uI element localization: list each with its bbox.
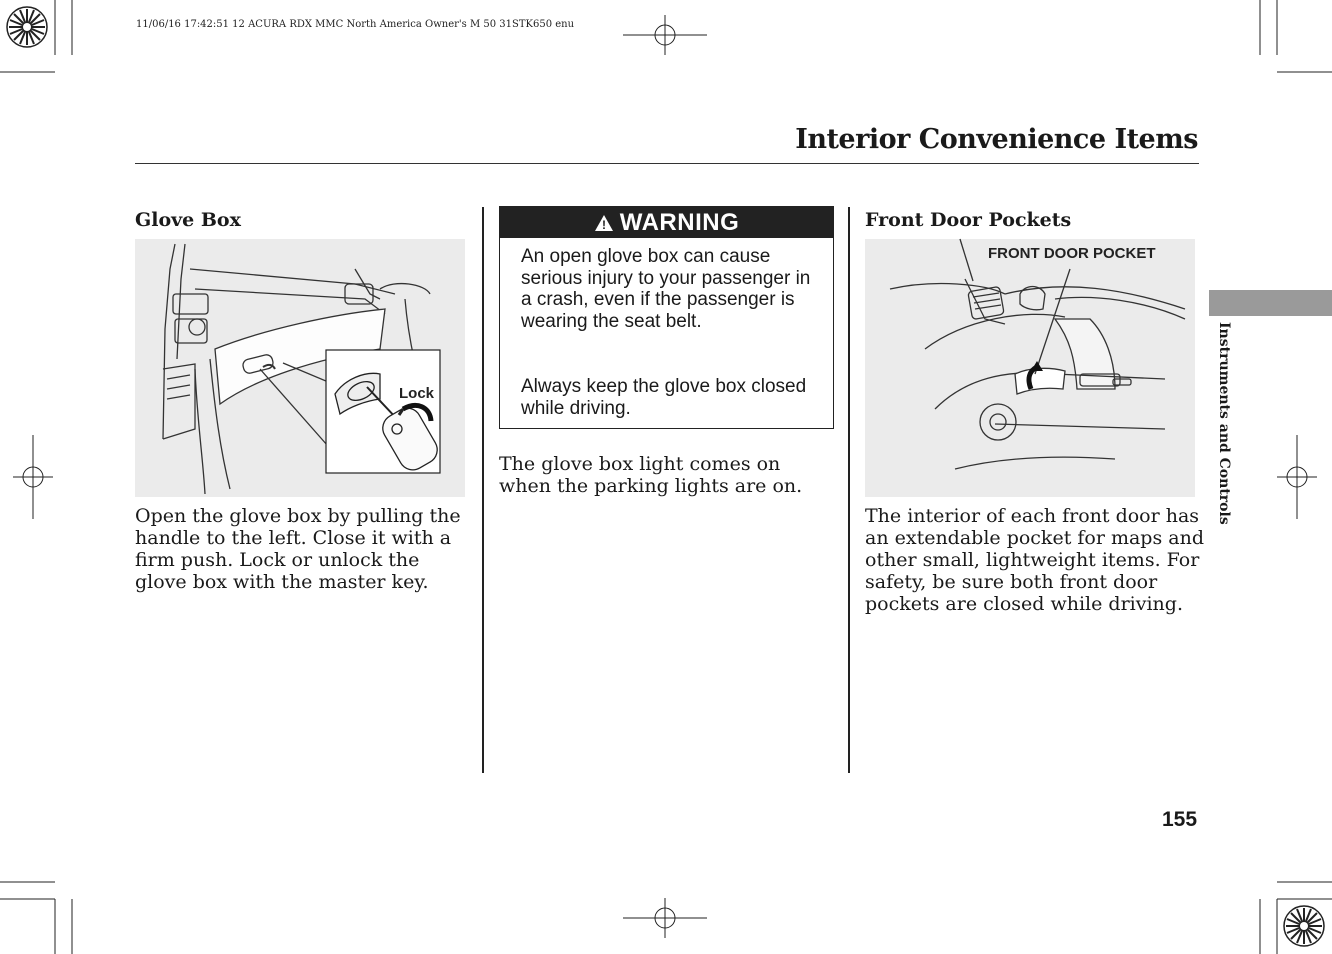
glove-box-heading: Glove Box [135,209,241,231]
warning-box [499,206,834,429]
front-door-illustration [865,239,1195,497]
warning-header [500,207,833,238]
front-door-heading: Front Door Pockets [865,209,1072,231]
front-door-pocket-label: FRONT DOOR POCKET [988,245,1156,262]
glove-box-figure [135,239,465,497]
front-door-figure [865,239,1195,497]
warning-triangle-icon [594,214,614,232]
svg-text:!: ! [601,217,606,232]
section-tab-label [1208,322,1236,532]
page-title: Interior Convenience Items [795,124,1198,155]
section-tab-text: Instruments and Controls [1216,322,1232,525]
section-tab [1209,290,1332,316]
column-divider-right [848,207,850,773]
title-divider [135,163,1199,164]
lock-label: Lock [399,385,435,402]
warning-title: WARNING [619,208,740,236]
glove-box-text: Open the glove box by pulling the handle to the left. Close it with a firm push. Lock or unlock the glove box with the master key. [135,505,461,593]
glove-box-illustration [135,239,465,497]
warning-paragraph-1: An open glove box can cause serious injury to your passenger in a crash, even if the passenger is wearing the seat belt. [521,246,811,332]
page-number: 155 [1162,808,1198,831]
front-door-text: The interior of each front door has an extendable pocket for maps and other small, lightweight items. For safety, be sure both front door pockets are closed while driving. [865,505,1204,615]
print-metadata: 11/06/16 17:42:51 12 ACURA RDX MMC North America Owner's M 50 31STK650 enu [136,19,575,30]
glove-light-note: The glove box light comes on when the parking lights are on. [499,453,803,497]
warning-paragraph-2: Always keep the glove box closed while driving. [521,376,807,419]
column-divider-left [482,207,484,773]
